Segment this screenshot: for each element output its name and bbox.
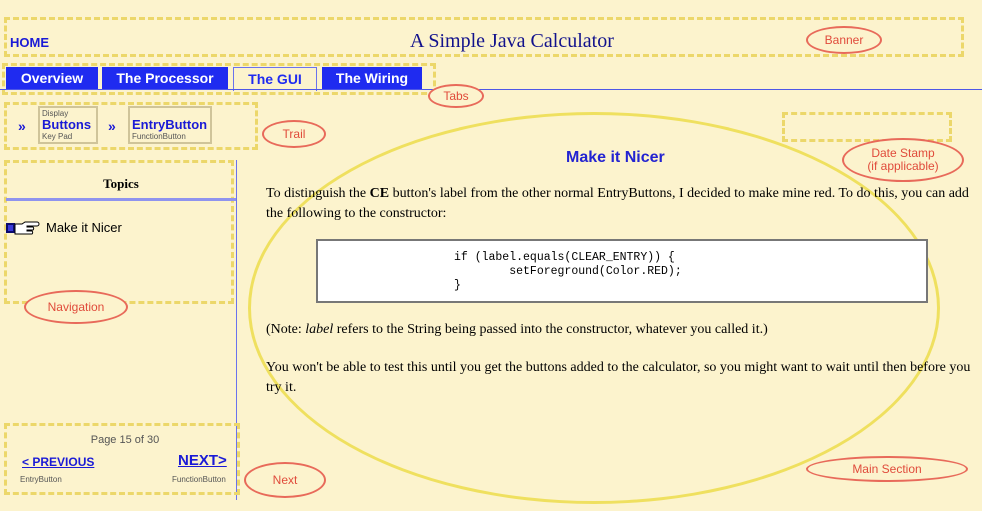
next-button[interactable]: NEXT> <box>178 452 227 469</box>
annotation-navigation: Navigation <box>24 290 128 324</box>
annotation-trail: Trail <box>262 120 326 148</box>
main-paragraph-3: You won't be able to test this until you get the buttons added to the calculator, so you might want to wait until then before you try it. <box>266 360 971 395</box>
previous-target: EntryButton <box>20 475 62 484</box>
home-link[interactable]: HOME <box>10 35 49 50</box>
crumb-entrybutton-label[interactable]: EntryButton <box>132 117 208 132</box>
main-paragraph-1: To distinguish the CE button's label from the other normal EntryButtons, I decided to make mine red. To do this, you can add the following to the constructor: <box>266 186 969 221</box>
page-label: Page 15 of 30 <box>90 434 160 446</box>
trail-separator: » <box>108 118 116 134</box>
tab-divider <box>0 89 982 90</box>
crumb-entrybutton-below: FunctionButton <box>132 132 186 141</box>
tab-overview[interactable]: Overview <box>6 67 98 89</box>
topics-title: Topics <box>103 176 139 191</box>
topic-make-it-nicer[interactable]: Make it Nicer <box>46 220 122 235</box>
annotation-date-stamp: Date Stamp (if applicable) <box>842 138 964 182</box>
main-section-outline <box>248 112 940 504</box>
pointing-hand-icon <box>6 220 40 241</box>
tab-the-wiring[interactable]: The Wiring <box>322 67 422 89</box>
main-paragraph-2: (Note: label refers to the String being passed into the constructor, whatever you called it.) <box>266 322 768 337</box>
crumb-buttons-below: Key Pad <box>42 132 73 141</box>
tab-the-processor[interactable]: The Processor <box>102 67 228 89</box>
annotation-next: Next <box>244 462 326 498</box>
tab-the-gui[interactable]: The GUI <box>233 67 317 91</box>
previous-button[interactable]: < PREVIOUS <box>22 455 95 469</box>
annotation-tabs: Tabs <box>428 84 484 108</box>
crumb-buttons[interactable] <box>38 106 98 144</box>
crumb-buttons-label[interactable]: Buttons <box>42 117 92 132</box>
site-title: A Simple Java Calculator <box>410 30 614 52</box>
next-target: FunctionButton <box>172 475 226 484</box>
crumb-entrybutton[interactable] <box>128 106 212 144</box>
trail-separator: » <box>18 118 26 134</box>
crumb-buttons-above: Display <box>42 109 69 118</box>
code-block: if (label.equals(CLEAR_ENTRY)) { setForeground(Color.RED); } <box>316 239 928 303</box>
annotation-main-section: Main Section <box>806 456 968 482</box>
date-stamp-region <box>782 112 952 142</box>
main-heading: Make it Nicer <box>566 149 665 166</box>
topics-rule <box>6 198 236 201</box>
annotation-banner: Banner <box>806 26 882 54</box>
